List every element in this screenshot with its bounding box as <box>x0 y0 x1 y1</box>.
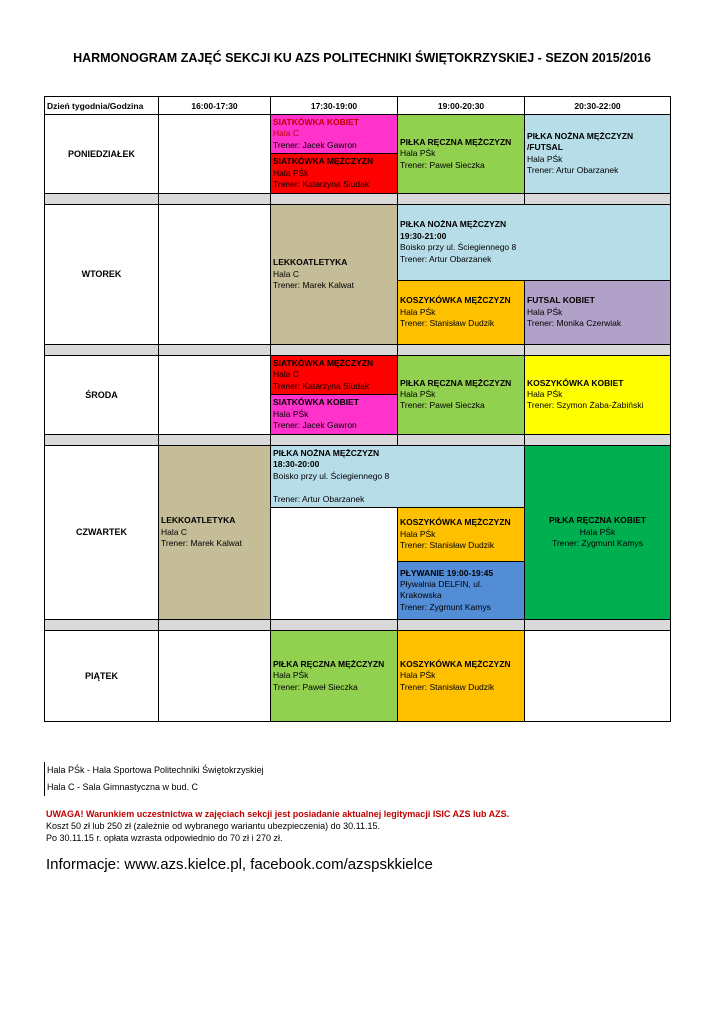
session-name: LEKKOATLETYKA <box>161 515 236 526</box>
empty-cell <box>271 507 398 619</box>
session-place: Hala PŚk <box>400 388 436 399</box>
day-wednesday: ŚRODA <box>45 355 159 434</box>
session-coach: Trener: Stanisław Dudzik <box>400 681 495 692</box>
header-row <box>45 97 671 115</box>
notice-label: UWAGA! <box>46 809 84 819</box>
session-cell <box>525 280 671 344</box>
session-name: PIŁKA NOŻNA MĘŻCZYZN /FUTSAL <box>527 130 634 153</box>
session-time: 18:30-20:00 <box>273 459 320 470</box>
separator-row <box>45 434 671 445</box>
day-tuesday: WTOREK <box>45 204 159 344</box>
session-place: Hala PŚk <box>273 670 309 681</box>
session-cell <box>271 154 398 193</box>
session-name: KOSZYKÓWKA MĘŻCZYZN <box>400 517 511 528</box>
session-name: SIATKÓWKA MĘŻCZYZN <box>273 156 374 167</box>
session-cell <box>398 280 525 344</box>
session-name: SIATKÓWKA MĘŻCZYZN <box>273 357 374 368</box>
session-name: KOSZYKÓWKA KOBIET <box>527 377 624 388</box>
session-cell <box>398 507 525 561</box>
day-friday: PIĄTEK <box>45 630 159 721</box>
session-name: PIŁKA RĘCZNA MĘŻCZYZN <box>400 377 512 388</box>
header-2030: 20:30-22:00 <box>525 97 671 115</box>
session-coach: Trener: Stanisław Dudzik <box>400 318 495 329</box>
session-cell <box>525 445 671 619</box>
session-place: Hala PŚk <box>400 148 436 159</box>
session-cell <box>398 204 671 280</box>
session-coach: Trener: Katarzyna Siudak <box>273 380 370 391</box>
session-place: Hala PŚk <box>579 526 616 537</box>
session-cell <box>398 115 525 194</box>
notice-warning-line <box>46 808 509 820</box>
session-coach: Trener: Zygmunt Kamys <box>400 601 491 612</box>
header-1600: 16:00-17:30 <box>159 97 271 115</box>
session-coach: Trener: Artur Obarzanek <box>400 253 492 264</box>
session-place: Hala C <box>273 268 299 279</box>
session-name: KOSZYKÓWKA MĘŻCZYZN <box>400 295 511 306</box>
session-cell <box>271 204 398 344</box>
session-cell <box>271 115 398 154</box>
session-coach: Trener: Szymon Żaba-Żabiński <box>527 400 644 411</box>
session-cell <box>398 561 525 619</box>
session-name: SIATKÓWKA KOBIET <box>273 117 359 127</box>
info-links: Informacje: www.azs.kielce.pl, facebook.com/azspskkielce <box>46 856 433 873</box>
session-cell <box>271 445 525 507</box>
session-cell <box>525 355 671 434</box>
session-place: Hala PŚk <box>527 153 563 164</box>
header-1900: 19:00-20:30 <box>398 97 525 115</box>
session-cell <box>525 115 671 194</box>
session-cell <box>271 355 398 394</box>
header-1730: 17:30-19:00 <box>271 97 398 115</box>
session-name: KOSZYKÓWKA MĘŻCZYZN <box>400 658 511 669</box>
tuesday-row-a <box>45 204 671 280</box>
session-cell <box>398 630 525 721</box>
day-monday: PONIEDZIAŁEK <box>45 115 159 194</box>
separator-row <box>45 193 671 204</box>
friday-row <box>45 630 671 721</box>
session-name: PIŁKA RĘCZNA KOBIET <box>548 515 647 526</box>
session-cell <box>271 395 398 434</box>
notice-late-fee: Po 30.11.15 r. opłata wzrasta odpowiednio do 70 zł i 270 zł. <box>46 833 283 843</box>
session-place: Hala PŚk <box>273 167 309 178</box>
session-coach: Trener: Artur Obarzanek <box>527 165 619 176</box>
session-place: Hala C <box>273 369 299 380</box>
session-coach: Trener: Artur Obarzanek <box>273 493 365 504</box>
session-coach: Trener: Paweł Sieczka <box>400 159 485 170</box>
session-coach: Trener: Paweł Sieczka <box>273 681 358 692</box>
notice <box>46 808 509 844</box>
legend-hala-c: Hala C - Sala Gimnastyczna w bud. C <box>47 782 199 792</box>
empty-cell <box>159 115 271 194</box>
empty-cell <box>159 630 271 721</box>
session-place: Boisko przy ul. Ściegiennego 8 <box>273 470 390 481</box>
legend <box>44 762 264 796</box>
session-place: Hala PŚk <box>527 388 563 399</box>
session-name: FUTSAL KOBIET <box>527 295 595 306</box>
legend-hala-psk: Hala PŚk - Hala Sportowa Politechniki Świętokrzyskiej <box>47 765 264 775</box>
session-name: LEKKOATLETYKA <box>273 257 348 268</box>
session-coach: Trener: Marek Kalwat <box>161 538 242 549</box>
schedule-table <box>44 96 671 722</box>
monday-row-a <box>45 115 671 154</box>
session-coach: Trener: Paweł Sieczka <box>400 400 485 411</box>
session-coach: Trener: Marek Kalwat <box>273 280 354 291</box>
empty-cell <box>159 204 271 344</box>
session-name: PŁYWANIE 19:00-19:45 <box>400 567 494 578</box>
session-place: Pływalnia DELFIN, ul. Krakowska <box>400 579 483 601</box>
separator-row <box>45 344 671 355</box>
session-name: PIŁKA RĘCZNA MĘŻCZYZN <box>273 658 385 669</box>
session-coach: Trener: Jacek Gawron <box>273 139 357 150</box>
session-time: 19:30-21:00 <box>400 230 447 241</box>
session-coach: Trener: Zygmunt Kamys <box>552 538 643 549</box>
thursday-row-a <box>45 445 671 507</box>
session-coach: Trener: Stanisław Dudzik <box>400 540 495 551</box>
session-cell <box>271 630 398 721</box>
session-name: SIATKÓWKA KOBIET <box>273 397 359 408</box>
empty-cell <box>159 355 271 434</box>
session-cell <box>398 355 525 434</box>
session-name: PIŁKA NOŻNA MĘŻCZYZN <box>273 447 380 458</box>
session-coach: Trener: Jacek Gawron <box>273 420 357 431</box>
wednesday-row-a <box>45 355 671 394</box>
session-name: PIŁKA RĘCZNA MĘŻCZYZN <box>400 136 512 147</box>
session-coach: Trener: Katarzyna Siudak <box>273 179 370 190</box>
page-title: HARMONOGRAM ZAJĘĆ SEKCJI KU AZS POLITECHNIKI ŚWIĘTOKRZYSKIEJ - SEZON 2015/2016 <box>73 51 651 65</box>
session-place: Boisko przy ul. Ściegiennego 8 <box>400 242 517 253</box>
session-coach: Trener: Monika Czerwiak <box>527 318 622 329</box>
empty-cell <box>525 630 671 721</box>
separator-row <box>45 619 671 630</box>
session-place: Hala PŚk <box>400 306 436 317</box>
session-place: Hala PŚk <box>273 408 309 419</box>
session-place: Hala PŚk <box>527 306 563 317</box>
session-name: PIŁKA NOŻNA MĘŻCZYZN <box>400 219 507 230</box>
notice-warning: Warunkiem uczestnictwa w zajęciach sekcji jest posiadanie aktualnej legitymacji ISIC AZS lub AZS. <box>86 809 510 819</box>
notice-cost: Koszt 50 zł lub 250 zł (zależnie od wybranego wariantu ubezpieczenia) do 30.11.15. <box>46 821 381 831</box>
day-thursday: CZWARTEK <box>45 445 159 619</box>
session-place: Hala C <box>161 526 187 537</box>
session-place: Hala PŚk <box>400 670 436 681</box>
header-day: Dzień tygodnia/Godzina <box>45 97 159 115</box>
session-place: Hala PŚk <box>400 528 436 539</box>
session-cell <box>159 445 271 619</box>
session-place: Hala C <box>273 128 299 139</box>
